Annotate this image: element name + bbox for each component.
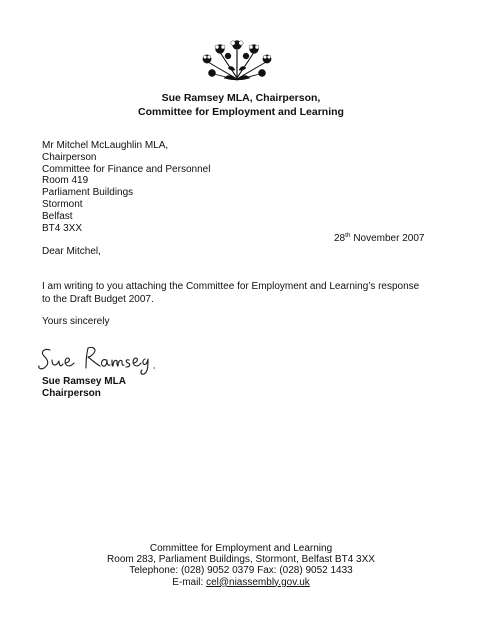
date-suffix: th (345, 232, 351, 239)
footer-committee: Committee for Employment and Learning (149, 543, 333, 554)
footer-email-line (0, 577, 482, 588)
recipient-building: Parliament Buildings (42, 187, 134, 199)
recipient-postcode: BT4 3XX (42, 222, 83, 234)
recipient-address (42, 140, 210, 234)
recipient-name: Mr Mitchel McLaughlin MLA, (42, 140, 169, 151)
date-month-year: November 2007 (350, 233, 425, 244)
signatory-name: Sue Ramsey MLA (42, 376, 126, 387)
footer-address: Room 283, Parliament Buildings, Stormont, Belfast BT4 3XX (107, 554, 375, 566)
date-day: 28 (334, 233, 346, 244)
letterhead-sender: Sue Ramsey MLA, Chairperson, (161, 92, 321, 104)
recipient-title: Chairperson (42, 151, 97, 163)
assembly-flax-logo (196, 38, 278, 84)
letter-footer (0, 543, 482, 588)
letterhead-committee: Committee for Employment and Learning (138, 106, 344, 118)
salutation: Dear Mitchel, (42, 246, 101, 257)
body-paragraph (42, 281, 419, 306)
recipient-city: Belfast (42, 210, 73, 222)
recipient-area: Stormont (42, 198, 83, 210)
closing: Yours sincerely (42, 316, 110, 327)
body-line-1: I am writing to you attaching the Committee for Employment and Learning’s response (42, 281, 420, 292)
signatory-title: Chairperson (42, 388, 101, 399)
recipient-committee: Committee for Finance and Personnel (42, 163, 211, 175)
footer-email-link[interactable]: cel@niassembly.gov.uk (206, 576, 310, 588)
handwritten-signature (36, 342, 158, 376)
recipient-room: Room 419 (42, 175, 89, 187)
letter-date (334, 233, 424, 244)
footer-email-label: E-mail: (172, 576, 207, 588)
footer-phone-fax: Telephone: (028) 9052 0379 Fax: (028) 9052 1433 (129, 565, 353, 577)
body-line-2: to the Draft Budget 2007. (42, 293, 154, 305)
